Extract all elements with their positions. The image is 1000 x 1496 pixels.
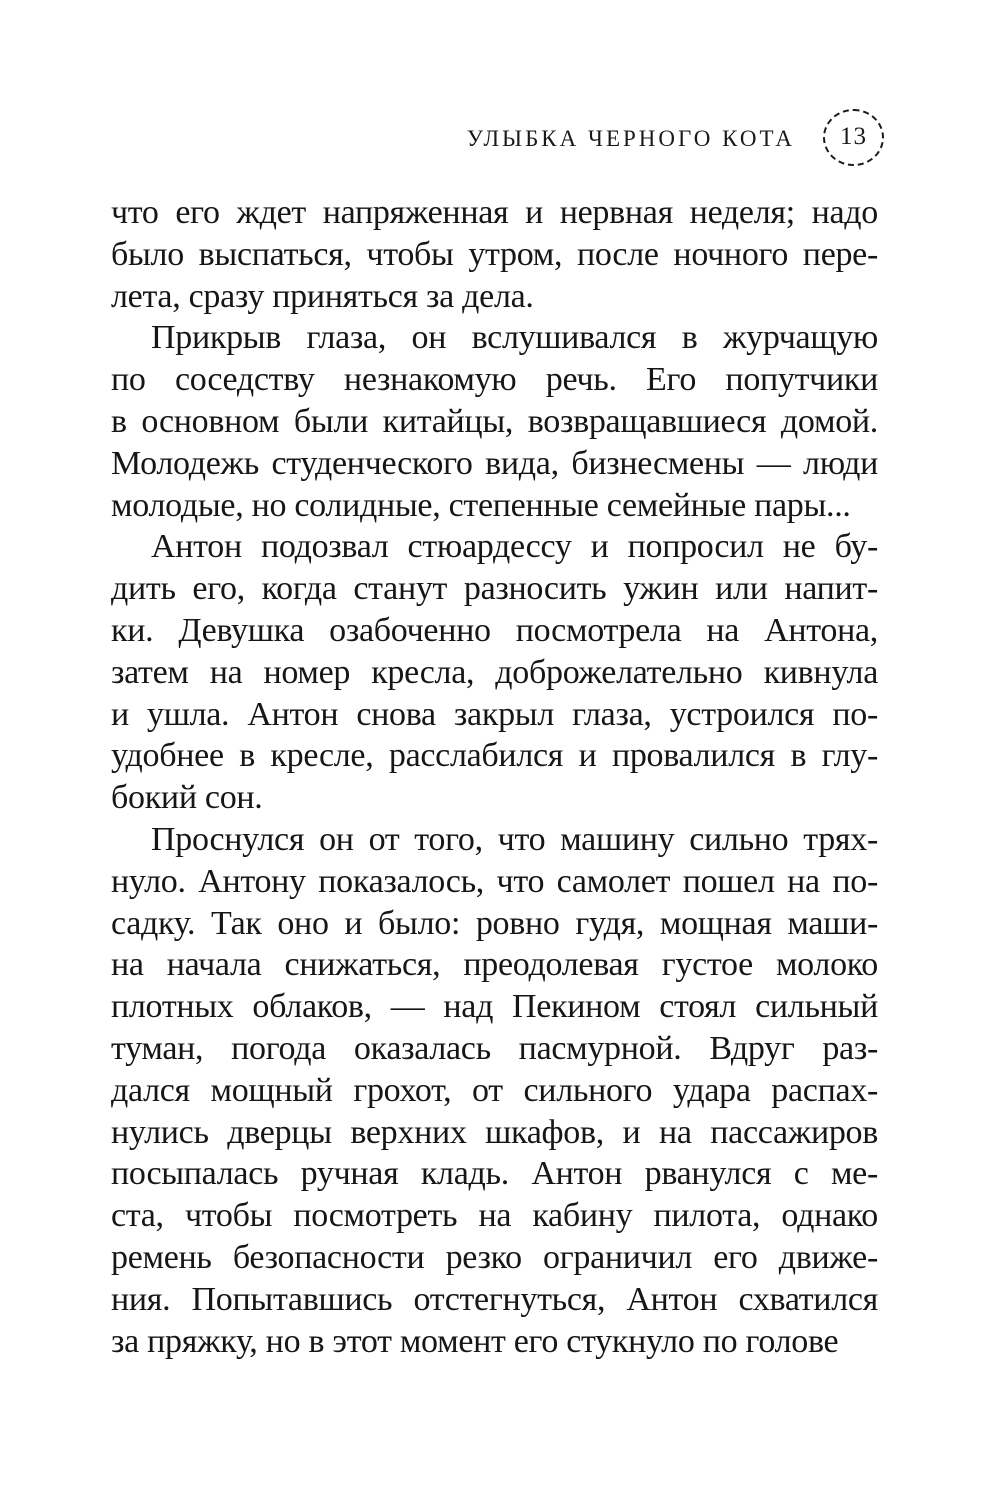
text-line: Прикрыв глаза, он вслушивался в журчащую	[151, 319, 878, 357]
text-line: нуло. Антону показалось, что самолет пошел на по-	[111, 862, 878, 900]
text-line: на начала снижаться, преодолевая густое молоко	[111, 946, 878, 984]
running-title: УЛЫБКА ЧЕРНОГО КОТА	[466, 126, 795, 151]
text-line: ки. Девушка озабоченно посмотрела на Антона,	[111, 611, 878, 649]
text-line: нулись дверцы верхних шкафов, и на пассажиров	[111, 1113, 878, 1151]
text-line: и ушла. Антон снова закрыл глаза, устроился по-	[111, 695, 878, 733]
text-line: Антон подозвал стюардессу и попросил не бу-	[151, 528, 878, 566]
text-line: по соседству незнакомую речь. Его попутчики	[111, 361, 878, 399]
text-line: за пряжку, но в этот момент его стукнуло по голове	[111, 1322, 839, 1360]
text-line: было выспаться, чтобы утром, после ночного пере-	[111, 235, 878, 273]
text-line: плотных облаков, — над Пекином стоял сильный	[111, 988, 878, 1026]
text-line: бокий сон.	[111, 779, 263, 817]
page-body	[111, 192, 878, 1362]
text-line: лета, сразу приняться за дела.	[111, 277, 534, 315]
text-line: ремень безопасности резко ограничил его движе-	[111, 1238, 878, 1276]
text-line: садку. Так оно и было: ровно гудя, мощная маши-	[111, 904, 878, 942]
text-line: что его ждет напряженная и нервная неделя; надо	[111, 194, 878, 231]
text-line: дить его, когда станут разносить ужин или напит-	[111, 570, 878, 608]
text-line: посыпалась ручная кладь. Антон рванулся с ме-	[111, 1155, 878, 1193]
text-line: в основном были китайцы, возвращавшиеся домой.	[111, 402, 878, 440]
text-line: Проснулся он от того, что машину сильно трях-	[151, 820, 878, 858]
text-line: ния. Попытавшись отстегнуться, Антон схватился	[111, 1280, 878, 1318]
text-line: молодые, но солидные, степенные семейные пары...	[111, 486, 851, 524]
text-line: ста, чтобы посмотреть на кабину пилота, однако	[111, 1197, 878, 1235]
text-line: туман, погода оказалась пасмурной. Вдруг раз-	[111, 1029, 878, 1067]
text-line: дался мощный грохот, от сильного удара распах-	[111, 1071, 878, 1109]
text-line: удобнее в кресле, расслабился и провалился в глу-	[111, 737, 878, 775]
text-line: Молодежь студенческого вида, бизнесмены — люди	[111, 444, 878, 482]
page-number-badge	[823, 109, 884, 166]
page-number: 13	[840, 122, 867, 150]
text-line: затем на номер кресла, доброжелательно кивнула	[111, 653, 878, 691]
